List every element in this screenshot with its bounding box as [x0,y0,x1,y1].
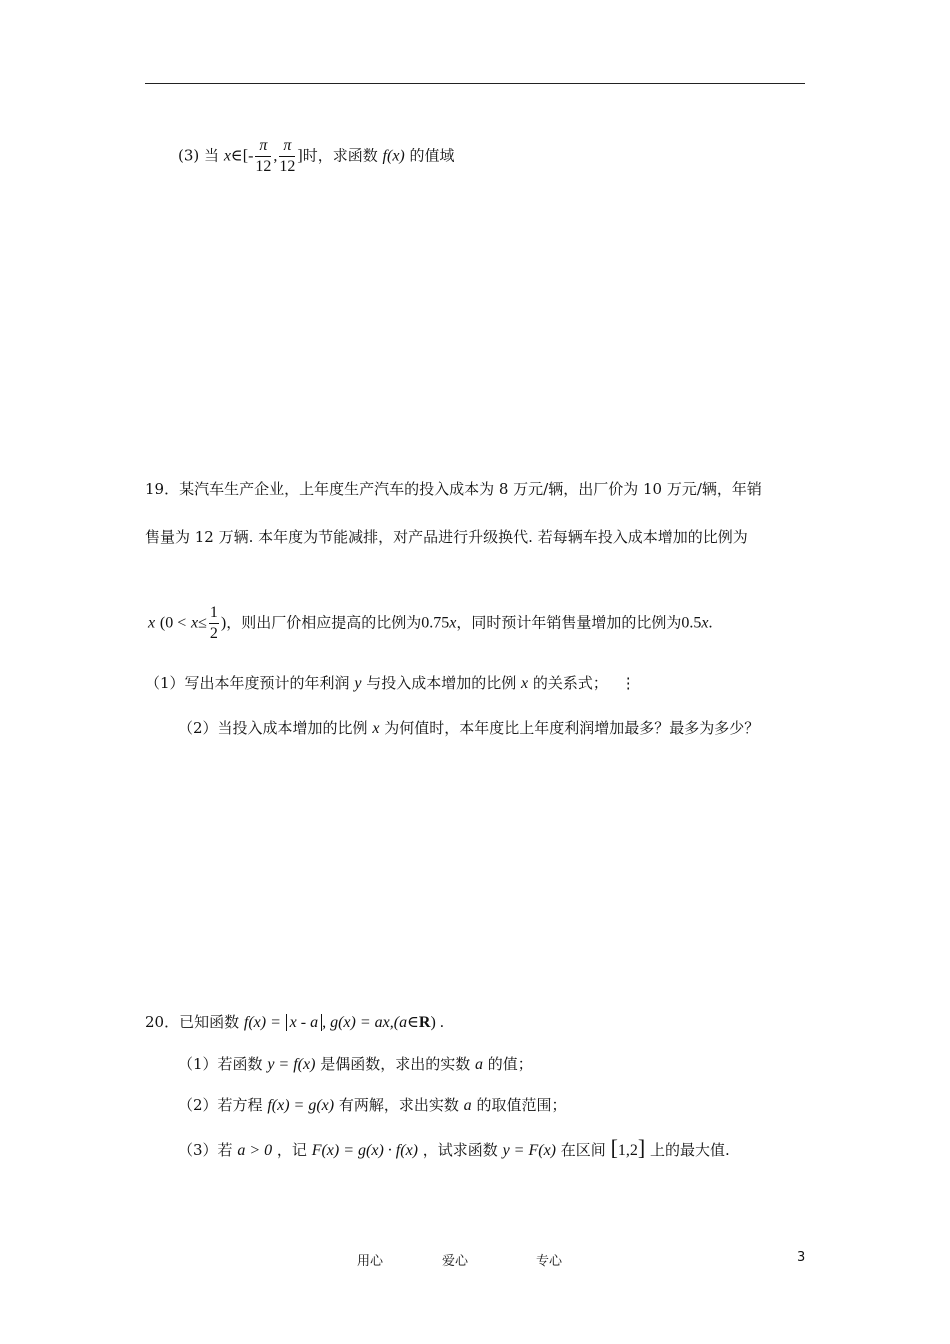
q20-p3-text-e: 上的最大值. [650,1141,730,1159]
absolute-value: x - a [286,1014,322,1031]
fraction-numerator: 1 [209,603,219,624]
interval-1-2: 1,2 [617,1142,638,1159]
var-y: y [354,675,362,692]
q20-p2-text-c: 的取值范围； [476,1096,567,1114]
q19-text2: ，同时预计年销售量增加的比例为 [456,613,682,632]
footer-item-3: 专心 [536,1254,563,1269]
q20-part1 [178,1053,533,1076]
q20-head [145,1011,444,1034]
math-Fx-def: F(x) = g(x) · f(x) [311,1142,418,1159]
q19-p2-text-a: （2）当投入成本增加的比例 [178,719,368,737]
var-x: x [223,147,231,165]
q20-p1-text-c: 的值； [487,1055,533,1073]
q18-suffix: 的值域 [409,146,455,165]
footer-item-1: 用心 [357,1254,384,1269]
q20-part3 [178,1137,730,1162]
function-fx: f(x) [382,147,405,165]
in-sign: ∈ [407,1014,419,1031]
q20-p2-text-a: （2）若方程 [178,1096,263,1114]
var-x: x [372,720,380,737]
range-close: ) [220,614,227,632]
q20-p3-text-d: 在区间 [560,1141,606,1159]
var-x: x [191,614,199,632]
interval-left-bracket: [ [610,1135,618,1160]
var-x: x [521,675,529,692]
interval-close: ] [297,147,303,165]
fraction-numerator: π [255,136,271,157]
param-close: ) . [430,1014,444,1031]
function-gx: , g(x) = ax, [322,1014,394,1031]
fraction-denominator: 12 [255,158,272,175]
fraction-pi-12 [255,136,271,177]
fraction-pi-12-b [279,136,295,177]
q19-line1: 19．某汽车生产企业，上年度生产汽车的投入成本为 8 万元/辆，出厂价为 10 万元/辆，年销 [145,480,762,498]
q19-line2: 售量为 12 万辆. 本年度为节能减排，对产品进行升级换代. 若每辆车投入成本增加的比例为 [145,528,748,546]
interval-right-bracket: ] [637,1135,646,1160]
q20-p1-text-b: 是偶函数，求出的实数 [320,1055,471,1073]
q19-p2-text-b: 为何值时，本年度比上年度利润增加最多？最多为多少？ [384,719,760,737]
q18-prefix: (3) 当 [178,146,220,165]
q19-part2 [178,717,759,740]
var-x: x [701,614,709,632]
math-y-Fx: y = F(x) [502,1142,557,1159]
period: . [708,614,713,632]
math-a-gt-0: a > 0 [237,1142,273,1159]
header-rule [145,83,805,84]
q20-p3-text-a: （3）若 [178,1141,233,1159]
math-y-fx: y = f(x) [267,1056,316,1073]
fraction-numerator: π [279,136,295,157]
math-fx-eq-gx: f(x) = g(x) [267,1097,335,1114]
vertical-ellipsis: ⋮ [620,674,636,692]
comma: , [273,147,278,165]
q18-part3 [178,136,455,177]
fraction-one-half [209,603,219,644]
var-x: x [148,614,156,632]
param-a: (a [393,1014,408,1031]
function-fx: f(x) = [243,1014,281,1031]
q18-text: 时，求函数 [302,146,378,165]
q19-p1-text-c: 的关系式； [532,674,608,692]
var-a: a [475,1056,484,1073]
le-sign: ≤ [198,614,207,632]
ratio-05: 0.5 [681,614,702,632]
var-x: x [449,614,457,632]
q19-p1-text-b: 与投入成本增加的比例 [366,674,517,692]
fraction-denominator: 2 [209,625,218,642]
q20-head-text: 20．已知函数 [145,1013,240,1031]
interval-open: ∈[- [230,147,254,165]
var-a: a [463,1097,472,1114]
q19-p1-text-a: （1）写出本年度预计的年利润 [145,674,350,692]
q20-p3-text-c: ，试求函数 [422,1141,498,1159]
q20-p2-text-b: 有两解，求出实数 [338,1096,459,1114]
fraction-denominator: 12 [279,158,296,175]
page-number: 3 [797,1250,806,1265]
q19-part1 [145,672,636,695]
ratio-075: 0.75 [421,614,450,632]
q20-p1-text-a: （1）若函数 [178,1055,263,1073]
footer-item-2: 爱心 [442,1254,469,1269]
q19-text1: ，则出厂价相应提高的比例为 [226,613,422,632]
q20-p3-text-b: ，记 [276,1141,307,1159]
q19-line3 [148,603,713,644]
q20-part2 [178,1094,566,1117]
range-open: (0 < [159,614,187,632]
real-set: R [418,1014,431,1031]
